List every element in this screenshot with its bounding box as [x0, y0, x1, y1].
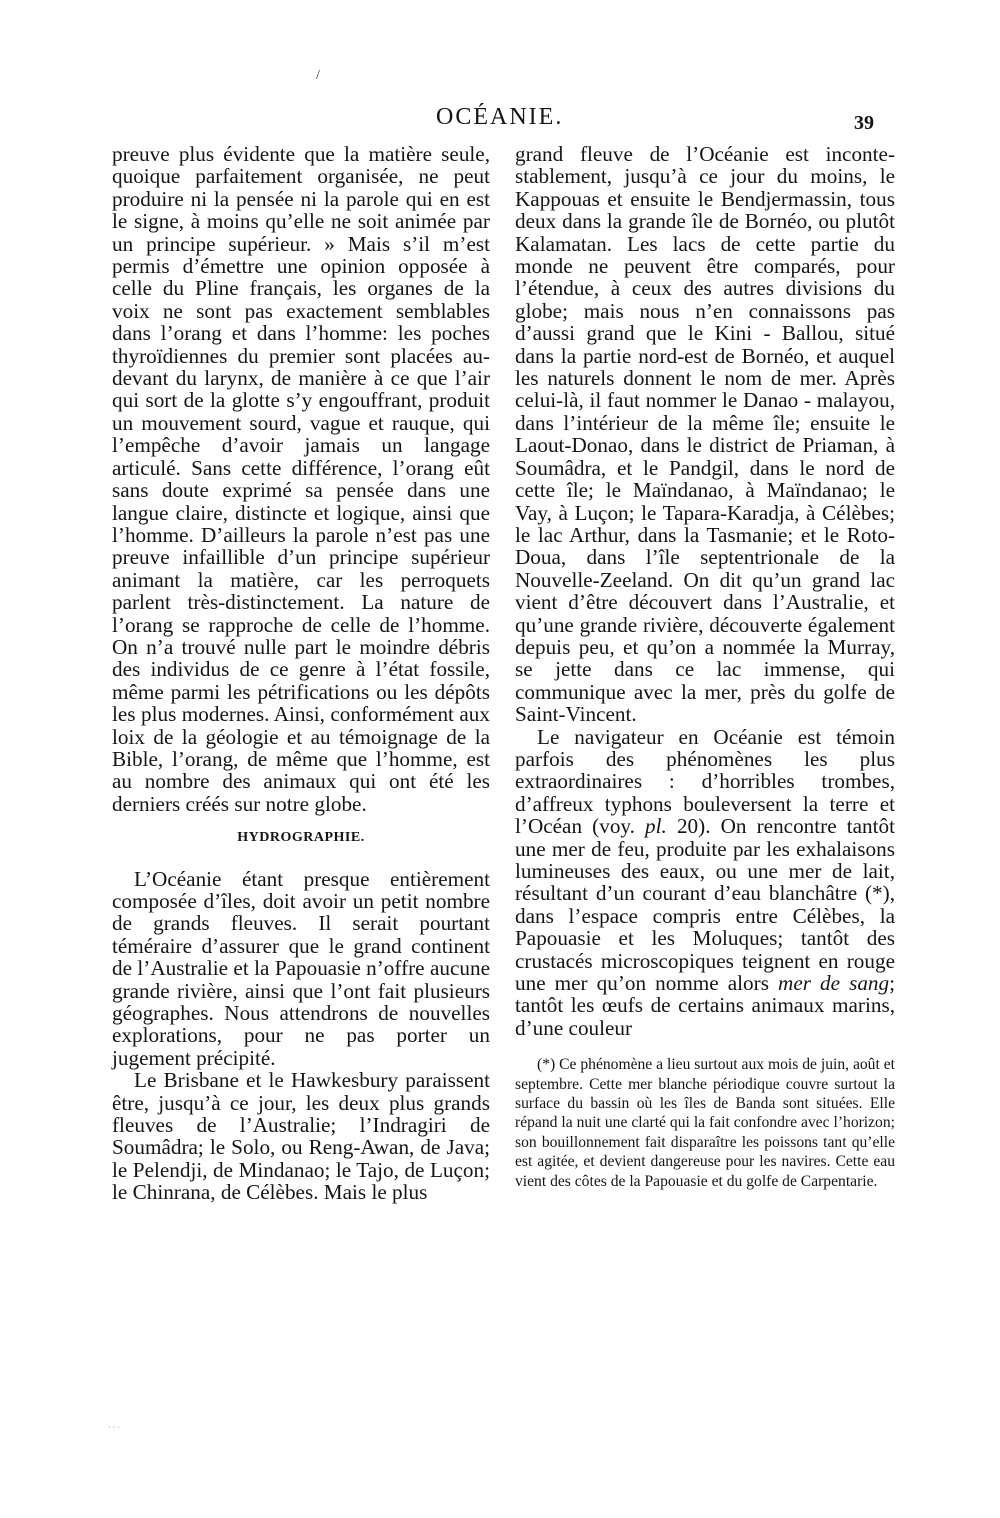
phenomena-text-1: Le navigateur en Océanie est témoin parfois des phénomènes les plus extraordinaires : d’horribles trombes, d’affreux typhons bouleversent la terre et l’Océan (voy. — [515, 724, 895, 839]
paragraph-rivers-and-lakes: grand fleuve de l’Océanie est incontestablement, jusqu’à ce jour du moins, le Kappouas et ensuite le Bendjermassin, tous deux dans la grande île de Bornéo, ou plutôt Kalamatan. Les lacs de cette partie du monde ne peuvent être comparés, pour l’étendue, à ceux des autres divisions du globe; mais nous n’en connaissons pas d’aussi grand que le Kini - Ballou, situé dans la partie nord-est de Bornéo, et auquel les naturels donnent le nom de mer. Après celui-là, il faut nommer le Danao - malayou, dans l’intérieur de la même île; ensuite le Laout-Donao, dans le district de Priaman, à Soumâdra, et le Pandgil, dans le nord de cette île; le Maïndanao, à Maïndanao; le Vay, à Luçon; le Tapara-Karadja, à Célèbes; le lac Arthur, dans la Tasmanie; et le Roto-Doua, dans l’île septentrionale de la Nouvelle-Zeeland. On dit qu’un grand lac vient d’être découvert dans l’Australie, et qu’une grande rivière, découverte également depuis peu, et qu’on a nommée la Murray, se jette dans ce lac immense, qui communique avec la mer, près du golfe de Saint-Vincent. — [515, 142, 895, 727]
phenomena-text-2: 20). On rencontre tantôt une mer de feu, produite par les exhalaisons lumineuses des eaux, ou une mer de lait, résultant d’un courant d’eau blanchâtre (*), dans l’espace compris entre Célèbes, la Papouasie et les Moluques; tantôt des crustacés microscopiques teignent en rouge une mer qu’on nomme alors — [515, 814, 895, 996]
paragraph-navigator-phenomena — [515, 726, 895, 1040]
page-number: 39 — [854, 112, 874, 134]
phenomena-text-3: ; tantôt les œufs de certains animaux marins, d’une couleur — [515, 971, 896, 1040]
left-column — [112, 143, 490, 1204]
running-head-title: OCÉANIE. — [436, 104, 564, 130]
footnote: (*) Ce phénomène a lieu surtout aux mois de juin, août et septembre. Cette mer blanche périodique couvre surtout la surface du bassin où les îles de Banda sont situées. Elle répand la nuit une clarté qui la fait confondre avec l’horizon; son bouillonnement fait disparaître les poissons tant qu’elle est agitée, et devient dangereuse pour les navires. Cette eau vient des côtes de la Papouasie et du golfe de Carpentarie. — [515, 1056, 895, 1190]
bottom-margin-mark: · · · — [108, 1423, 120, 1432]
section-heading-hydrographie: HYDROGRAPHIE. — [237, 830, 365, 846]
right-column — [515, 143, 895, 1191]
plate-reference: pl. — [645, 814, 667, 839]
paragraph-orang-speech: preuve plus évidente que la matière seule, quoique parfaitement organisée, ne peut produire ni la pensée ni la parole qui en est le signe, à moins qu’elle ne soit animée par un principe supérieur. » Mais s’il m’est permis d’émettre une opinion opposée à celle du Pline français, les organes de la voix ne sont pas exactement semblables dans l’orang et dans l’homme: les poches thyroïdiennes du premier sont placées au-devant du larynx, de manière à ce que l’air qui sort de la glotte s’y engouffrant, produit un mouvement sourd, vague et rauque, qui l’empêche d’avoir jamais un langage articulé. Sans cette différence, l’orang eût sans doute exprimé sa pensée dans une langue claire, distincte et logique, ainsi que l’homme. D’ailleurs la parole n’est pas une preuve infaillible d’un principe supérieur animant la matière, car les perroquets parlent très-distinctement. La nature de l’orang se rapproche de celle de l’homme. On n’a trouvé nulle part le moindre débris des individus de ce genre à l’état fossile, même parmi les pétrifications ou les dépôts les plus modernes. Ainsi, conformément aux loix de la géologie et au témoignage de la Bible, l’orang, de même que l’homme, est au nombre des animaux qui ont été les derniers créés sur notre globe. — [112, 142, 490, 816]
italic-term-mer-de-sang: mer de sang — [778, 971, 890, 996]
top-margin-mark: / — [316, 68, 320, 83]
paragraph-oceania-rivers-intro: L’Océanie étant presque entièrement composée d’îles, doit avoir un petit nombre de grands fleuves. Il serait pourtant téméraire d’assurer que le grand continent de l’Australie et la Papouasie n’offre aucune grande rivière, ainsi que l’ont fait plusieurs géographes. Nous attendrons de nouvelles explorations, pour ne pas porter un jugement précipité. — [112, 866, 490, 1070]
paragraph-largest-rivers: Le Brisbane et le Hawkesbury paraissent être, jusqu’à ce jour, les deux plus grands fleuves de l’Australie; l’Indragiri de Soumâdra; le Solo, ou Reng-Awan, de Java; le Pelendji, de Mindanao; le Tajo, de Luçon; le Chinrana, de Célèbes. Mais le plus — [112, 1068, 490, 1205]
